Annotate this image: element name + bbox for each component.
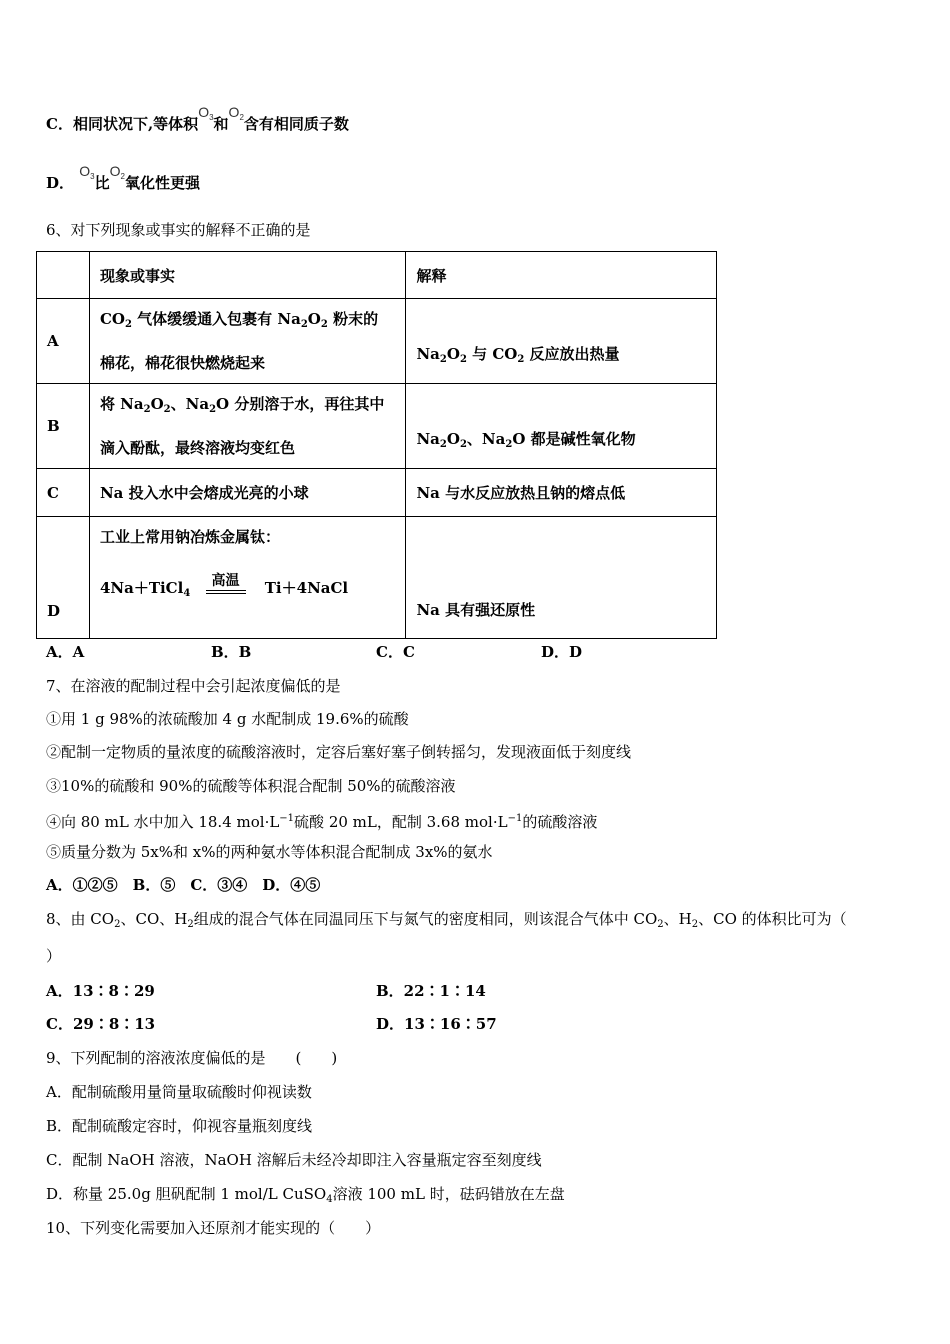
q8-option-b: B．22∶1∶14 bbox=[376, 982, 486, 1000]
table-row-c bbox=[37, 469, 717, 517]
formula-o3: $O_3$ bbox=[198, 104, 214, 122]
q5-option-c: C．相同状况下,等体积$O_3$和$O_2$含有相同质子数 bbox=[46, 104, 349, 133]
formula-o2: $O_2$ bbox=[228, 104, 244, 122]
header-fact: 现象或事实 bbox=[89, 252, 406, 299]
formula-o2: $O_2$ bbox=[109, 163, 125, 181]
q9-option-a: A．配制硫酸用量筒量取硫酸时仰视读数 bbox=[46, 1083, 312, 1101]
q7-item-3: ③10%的硫酸和 90%的硫酸等体积混合配制 50%的硫酸溶液 bbox=[46, 777, 456, 795]
question-6-stem: 6、对下列现象或事实的解释不正确的是 bbox=[46, 221, 311, 239]
q6-option-a: A．A bbox=[46, 643, 85, 661]
row-fact: 工业上常用钠冶炼金属钛： 4Na＋TiCl$_4$ 高温 Ti＋4NaCl bbox=[89, 517, 406, 639]
table-row-d bbox=[37, 517, 717, 639]
row-fact: Na 投入水中会熔成光亮的小球 bbox=[89, 469, 406, 517]
table-row-a bbox=[37, 299, 717, 384]
q8-option-a: A．13∶8∶29 bbox=[46, 982, 155, 1000]
row-explanation: $Na_2O_2$ 与 $CO_2$ 反应放出热量 bbox=[406, 299, 717, 384]
q6-table bbox=[36, 251, 717, 639]
q7-options: A．①②⑤ B．⑤ C．③④ D．④⑤ bbox=[46, 876, 321, 894]
question-8-stem: 8、由 $CO_2$、CO、$H_2$组成的混合气体在同温同压下与氮气的密度相同，则该混合气体中 $CO_2$、$H_2$、CO 的体积比可为（ bbox=[46, 910, 847, 930]
row-key: D bbox=[37, 517, 90, 639]
row-explanation: $Na_2O_2$、$Na_2O$ 都是碱性氧化物 bbox=[406, 384, 717, 469]
table-row-b bbox=[37, 384, 717, 469]
question-7-stem: 7、在溶液的配制过程中会引起浓度偏低的是 bbox=[46, 677, 341, 695]
row-key: B bbox=[37, 384, 90, 469]
reaction-condition: 高温 bbox=[206, 573, 246, 594]
header-explanation: 解释 bbox=[406, 252, 717, 299]
question-8-stem-end: ） bbox=[46, 947, 62, 965]
q9-option-d: D．称量 25.0g 胆矾配制 1 mol/L CuSO$_4$溶液 100 mL 时，砝码错放在左盘 bbox=[46, 1185, 565, 1205]
q6-option-c: C．C bbox=[376, 643, 415, 661]
reaction-equation: 4Na＋TiCl$_4$ 高温 Ti＋4NaCl bbox=[99, 572, 349, 599]
row-explanation: Na 具有强还原性 bbox=[406, 517, 717, 639]
row-key: A bbox=[37, 299, 90, 384]
row-key: C bbox=[37, 469, 90, 517]
row-fact: 将 $Na_2O_2$、$Na_2O$ 分别溶于水，再往其中 滴入酚酞，最终溶液均变红色 bbox=[89, 384, 406, 469]
q9-option-b: B．配制硫酸定容时，仰视容量瓶刻度线 bbox=[46, 1117, 313, 1135]
q5-option-d: D． $O_3$比$O_2$氧化性更强 bbox=[46, 163, 200, 192]
q8-option-c: C．29∶8∶13 bbox=[46, 1015, 156, 1033]
question-9-stem: 9、下列配制的溶液浓度偏低的是 ( ) bbox=[46, 1049, 338, 1067]
q7-item-1: ①用 1 g 98%的浓硫酸加 4 g 水配制成 19.6%的硫酸 bbox=[46, 710, 409, 728]
question-10-stem: 10、下列变化需要加入还原剂才能实现的（ ） bbox=[46, 1219, 381, 1237]
row-explanation: Na 与水反应放热且钠的熔点低 bbox=[406, 469, 717, 517]
q7-item-2: ②配制一定物质的量浓度的硫酸溶液时，定容后塞好塞子倒转摇匀，发现液面低于刻度线 bbox=[46, 743, 632, 761]
formula-o3: $O_3$ bbox=[79, 163, 95, 181]
q6-option-b: B．B bbox=[211, 643, 252, 661]
q9-option-c: C．配制 NaOH 溶液，NaOH 溶解后未经冷却即注入容量瓶定容至刻度线 bbox=[46, 1151, 542, 1169]
q7-item-5: ⑤质量分数为 5x%和 x%的两种氨水等体积混合配制成 3x%的氨水 bbox=[46, 843, 493, 861]
q7-item-4: ④向 80 mL 水中加入 18.4 $mol\cdot L^{-1}$硫酸 20 mL，配制 3.68 $mol\cdot L^{-1}$的硫酸溶液 bbox=[46, 813, 598, 831]
q8-option-d: D．13∶16∶57 bbox=[376, 1015, 497, 1033]
table-header-row bbox=[37, 252, 717, 299]
row-fact: $CO_2$ 气体缓缓通入包裹有 $Na_2O_2$ 粉末的 棉花，棉花很快燃烧起来 bbox=[89, 299, 406, 384]
q6-option-d: D．D bbox=[541, 643, 583, 661]
